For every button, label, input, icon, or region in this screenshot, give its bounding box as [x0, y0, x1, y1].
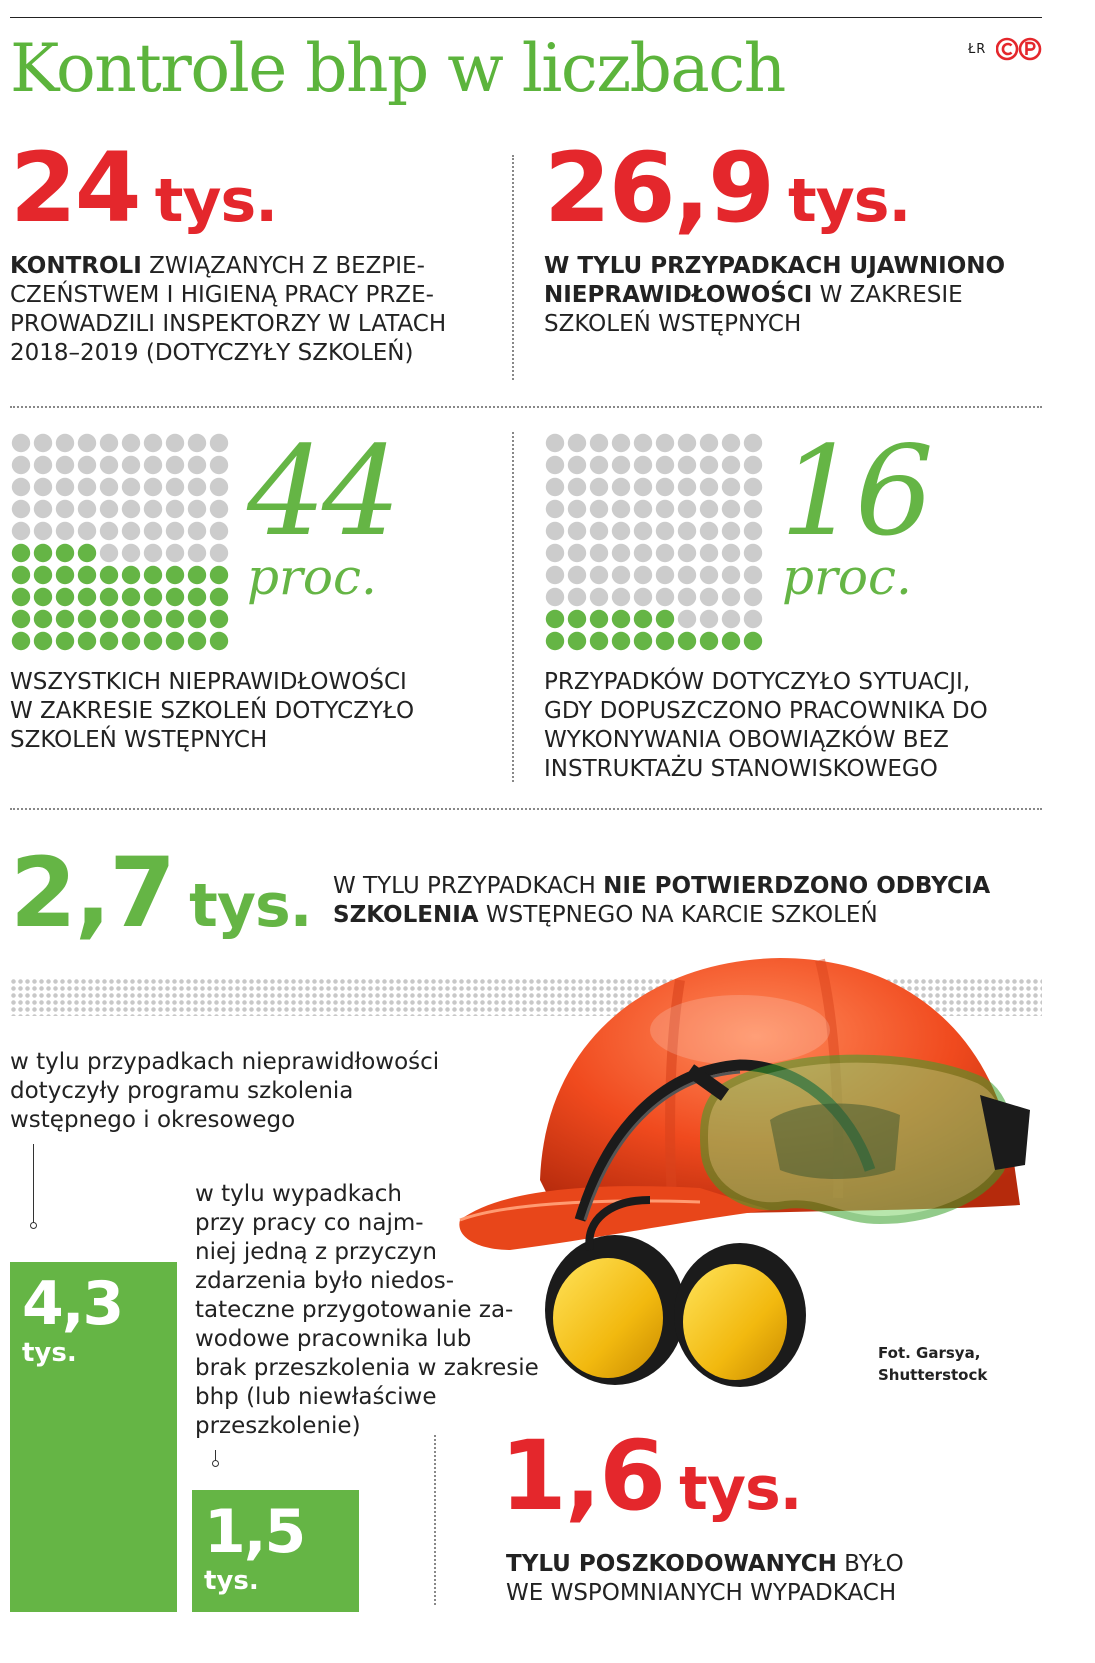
stat-1-6-caption	[506, 1550, 1026, 1608]
waffle-dot-filled	[34, 566, 52, 584]
waffle-dot-empty	[678, 456, 696, 474]
waffle-dot-empty	[144, 522, 162, 540]
waffle-44-number: 44	[247, 420, 397, 564]
waffle-dot-empty	[210, 500, 228, 518]
waffle-dot-filled	[12, 588, 30, 606]
waffle-dot-filled	[188, 588, 206, 606]
waffle-dot-filled	[678, 632, 696, 650]
waffle-dot-empty	[12, 522, 30, 540]
waffle-dot-empty	[100, 478, 118, 496]
waffle-dot-empty	[612, 434, 630, 452]
waffle-dot-empty	[546, 522, 564, 540]
waffle-dot-empty	[656, 434, 674, 452]
waffle-dot-empty	[744, 566, 762, 584]
waffle-dot-empty	[144, 544, 162, 562]
waffle-dot-filled	[744, 632, 762, 650]
stat-number: 2,7	[10, 837, 175, 949]
waffle-dot-empty	[188, 456, 206, 474]
waffle-dot-empty	[590, 522, 608, 540]
caption-line: BYŁO	[844, 1551, 904, 1577]
waffle-dot-filled	[78, 588, 96, 606]
waffle-dot-empty	[722, 456, 740, 474]
waffle-dot-empty	[78, 500, 96, 518]
waffle-dot-empty	[612, 566, 630, 584]
waffle-dot-empty	[722, 566, 740, 584]
waffle-dot-empty	[12, 500, 30, 518]
caption-line: INSTRUKTAŻU STANOWISKOWEGO	[544, 756, 938, 782]
waffle-dot-empty	[656, 544, 674, 562]
caption-line: W ZAKRESIE SZKOLEŃ DOTYCZYŁO	[10, 698, 415, 724]
waffle-dot-filled	[210, 632, 228, 650]
waffle-dot-filled	[188, 610, 206, 628]
section-divider	[10, 406, 1042, 408]
waffle-dot-filled	[210, 610, 228, 628]
top-rule	[10, 17, 1042, 18]
bar-4-3-description	[10, 1048, 470, 1135]
waffle-dot-filled	[188, 632, 206, 650]
waffle-dot-empty	[188, 522, 206, 540]
waffle-dot-empty	[722, 544, 740, 562]
waffle-dot-empty	[34, 500, 52, 518]
waffle-dot-empty	[568, 456, 586, 474]
caption-bold: KONTROLI	[10, 253, 142, 279]
waffle-dot-empty	[166, 434, 184, 452]
caption-line: W TYLU PRZYPADKACH	[333, 873, 596, 899]
column-divider	[512, 155, 514, 380]
waffle-dot-empty	[568, 522, 586, 540]
bar-unit: tys.	[204, 1566, 259, 1596]
caption-line: dotyczyły programu szkolenia	[10, 1078, 354, 1104]
bar-1-5-description	[195, 1180, 555, 1441]
waffle-dot-empty	[144, 434, 162, 452]
stat-26-9-caption	[544, 252, 1024, 339]
waffle-dot-filled	[546, 610, 564, 628]
waffle-dot-empty	[700, 588, 718, 606]
waffle-dot-empty	[56, 500, 74, 518]
waffle-dot-empty	[678, 610, 696, 628]
waffle-dot-filled	[12, 566, 30, 584]
waffle-dot-empty	[678, 566, 696, 584]
column-divider	[434, 1435, 436, 1605]
caption-line: W ZAKRESIE	[819, 282, 963, 308]
caption-line: bhp (lub niewłaściwe	[195, 1384, 437, 1410]
waffle-dot-empty	[590, 588, 608, 606]
waffle-dot-empty	[678, 500, 696, 518]
waffle-dot-empty	[590, 456, 608, 474]
waffle-dot-empty	[612, 544, 630, 562]
bar-4-3	[10, 1262, 177, 1612]
waffle-dot-filled	[210, 566, 228, 584]
waffle-dot-filled	[634, 632, 652, 650]
waffle-dot-empty	[612, 588, 630, 606]
caption-line: wodowe pracownika lub	[195, 1326, 472, 1352]
waffle-dot-empty	[656, 588, 674, 606]
waffle-dot-empty	[100, 544, 118, 562]
waffle-dot-filled	[34, 544, 52, 562]
stat-number: 26,9	[544, 132, 773, 244]
waffle-dot-filled	[34, 610, 52, 628]
waffle-16-unit: proc.	[782, 548, 912, 606]
waffle-dot-filled	[166, 566, 184, 584]
waffle-dot-filled	[56, 632, 74, 650]
waffle-dot-filled	[166, 610, 184, 628]
waffle-dot-empty	[166, 522, 184, 540]
waffle-dot-empty	[744, 544, 762, 562]
waffle-dot-empty	[568, 566, 586, 584]
waffle-dot-empty	[100, 500, 118, 518]
waffle-dot-empty	[700, 522, 718, 540]
waffle-dot-filled	[612, 610, 630, 628]
waffle-dot-empty	[700, 544, 718, 562]
waffle-dot-filled	[612, 632, 630, 650]
caption-bold: SZKOLENIA	[333, 902, 479, 928]
bar-4-3-leader-line	[33, 1144, 34, 1224]
waffle-dot-filled	[590, 632, 608, 650]
waffle-dot-empty	[78, 434, 96, 452]
waffle-dot-filled	[722, 632, 740, 650]
waffle-dot-empty	[144, 478, 162, 496]
bar-1-5-leader-dot	[212, 1460, 219, 1467]
caption-line: zdarzenia było niedos-	[195, 1268, 455, 1294]
waffle-44-unit: proc.	[247, 548, 377, 606]
waffle-dot-filled	[656, 632, 674, 650]
waffle-dot-filled	[656, 610, 674, 628]
caption-line: ZWIĄZANYCH Z BEZPIE-	[149, 253, 425, 279]
bar-value: 4,3	[22, 1269, 123, 1339]
waffle-dot-empty	[634, 434, 652, 452]
waffle-dot-filled	[546, 632, 564, 650]
section-divider	[10, 808, 1042, 810]
waffle-dot-empty	[700, 456, 718, 474]
waffle-dot-empty	[34, 434, 52, 452]
waffle-dot-filled	[78, 610, 96, 628]
waffle-dot-empty	[700, 434, 718, 452]
waffle-dot-empty	[568, 544, 586, 562]
waffle-dot-empty	[34, 478, 52, 496]
waffle-dot-filled	[568, 610, 586, 628]
caption-line: brak przeszkolenia w zakresie	[195, 1355, 539, 1381]
waffle-dot-empty	[546, 566, 564, 584]
caption-bold: TYLU POSZKODOWANYCH	[506, 1551, 837, 1577]
waffle-dot-empty	[634, 588, 652, 606]
waffle-dot-empty	[568, 500, 586, 518]
waffle-dot-filled	[700, 632, 718, 650]
stat-24-caption	[10, 252, 470, 368]
waffle-dot-empty	[634, 544, 652, 562]
bar-unit: tys.	[22, 1338, 77, 1368]
waffle-dot-empty	[568, 478, 586, 496]
stat-2-7-tys	[10, 837, 312, 949]
bar-4-3-leader-dot	[30, 1222, 37, 1229]
waffle-dot-empty	[744, 478, 762, 496]
waffle-dot-empty	[122, 456, 140, 474]
caption-line: WSTĘPNEGO NA KARCIE SZKOLEŃ	[485, 902, 878, 928]
waffle-dot-empty	[656, 456, 674, 474]
waffle-dot-filled	[144, 566, 162, 584]
waffle-dot-empty	[612, 522, 630, 540]
column-divider	[512, 432, 514, 782]
publisher-logo-icon	[996, 37, 1042, 61]
waffle-dot-empty	[34, 456, 52, 474]
waffle-dot-empty	[78, 456, 96, 474]
waffle-dot-empty	[210, 522, 228, 540]
waffle-dot-empty	[590, 500, 608, 518]
waffle-dot-empty	[678, 522, 696, 540]
caption-bold: W TYLU PRZYPADKACH UJAWNIONO	[544, 253, 1006, 279]
waffle-dot-empty	[78, 478, 96, 496]
waffle-dot-empty	[166, 478, 184, 496]
waffle-dot-filled	[12, 632, 30, 650]
waffle-dot-empty	[546, 588, 564, 606]
waffle-dot-empty	[166, 544, 184, 562]
waffle-dot-filled	[122, 588, 140, 606]
waffle-dot-empty	[634, 566, 652, 584]
waffle-dot-empty	[722, 522, 740, 540]
waffle-dot-empty	[546, 434, 564, 452]
waffle-dot-filled	[12, 544, 30, 562]
waffle-dot-filled	[78, 566, 96, 584]
waffle-dot-filled	[78, 632, 96, 650]
waffle-dot-filled	[166, 588, 184, 606]
stat-number: 24	[10, 132, 140, 244]
waffle-dot-filled	[122, 610, 140, 628]
waffle-dot-empty	[100, 456, 118, 474]
photo-credit	[878, 1342, 987, 1386]
waffle-dot-empty	[568, 434, 586, 452]
bar-value: 1,5	[204, 1497, 305, 1567]
waffle-dot-empty	[656, 478, 674, 496]
waffle-dot-empty	[744, 434, 762, 452]
waffle-dot-empty	[634, 522, 652, 540]
caption-line: WSZYSTKICH NIEPRAWIDŁOWOŚCI	[10, 669, 407, 695]
waffle-dot-empty	[546, 500, 564, 518]
waffle-dot-filled	[78, 544, 96, 562]
waffle-dot-empty	[12, 456, 30, 474]
waffle-dot-empty	[166, 500, 184, 518]
waffle-dot-empty	[678, 588, 696, 606]
caption-line: tateczne przygotowanie za-	[195, 1297, 514, 1323]
waffle-dot-empty	[722, 500, 740, 518]
waffle-dot-empty	[722, 478, 740, 496]
caption-line: CZEŃSTWEM I HIGIENĄ PRACY PRZE-	[10, 282, 434, 308]
waffle-dot-empty	[744, 522, 762, 540]
waffle-dot-empty	[546, 456, 564, 474]
waffle-dot-empty	[56, 478, 74, 496]
caption-line: WYKONYWANIA OBOWIĄZKÓW BEZ	[544, 727, 949, 753]
caption-line: PRZYPADKÓW DOTYCZYŁO SYTUACJI,	[544, 669, 971, 695]
waffle-chart-16	[544, 432, 766, 654]
waffle-dot-empty	[166, 456, 184, 474]
waffle-dot-empty	[700, 566, 718, 584]
waffle-dot-empty	[590, 434, 608, 452]
waffle-dot-empty	[56, 456, 74, 474]
caption-line: przy pracy co najm-	[195, 1210, 424, 1236]
waffle-dot-filled	[56, 610, 74, 628]
waffle-dot-empty	[188, 434, 206, 452]
waffle-dot-empty	[34, 522, 52, 540]
waffle-dot-filled	[34, 588, 52, 606]
waffle-dot-filled	[188, 566, 206, 584]
waffle-dot-empty	[700, 478, 718, 496]
caption-line: przeszkolenie)	[195, 1413, 361, 1439]
waffle-dot-filled	[56, 566, 74, 584]
waffle-dot-empty	[100, 522, 118, 540]
caption-line: wstępnego i okresowego	[10, 1107, 296, 1133]
waffle-dot-empty	[634, 500, 652, 518]
waffle-dot-empty	[56, 434, 74, 452]
stat-unit: tys.	[154, 166, 277, 236]
waffle-dot-empty	[546, 478, 564, 496]
waffle-dot-empty	[546, 544, 564, 562]
credit-line: Fot. Garsya,	[878, 1344, 981, 1362]
waffle-dot-filled	[56, 588, 74, 606]
waffle-dot-filled	[144, 588, 162, 606]
waffle-dot-empty	[122, 434, 140, 452]
waffle-dot-empty	[210, 478, 228, 496]
caption-line: PROWADZILI INSPEKTORZY W LATACH	[10, 311, 447, 337]
caption-bold: NIE POTWIERDZONO ODBYCIA	[603, 873, 991, 899]
bar-1-5	[192, 1490, 359, 1612]
author-initials: ŁR	[968, 42, 987, 57]
stat-number: 1,6	[500, 1420, 665, 1532]
waffle-dot-empty	[722, 588, 740, 606]
waffle-dot-empty	[656, 566, 674, 584]
stat-26-9-tys	[544, 132, 911, 244]
waffle-dot-empty	[744, 610, 762, 628]
page-title: Kontrole bhp w liczbach	[10, 30, 785, 107]
waffle-dot-empty	[568, 588, 586, 606]
waffle-16-number: 16	[780, 420, 930, 564]
waffle-dot-empty	[188, 500, 206, 518]
waffle-chart-44	[10, 432, 232, 654]
caption-line: niej jedną z przyczyn	[195, 1239, 437, 1265]
waffle-dot-empty	[122, 478, 140, 496]
waffle-dot-empty	[744, 456, 762, 474]
waffle-dot-empty	[678, 478, 696, 496]
waffle-dot-empty	[722, 610, 740, 628]
waffle-dot-empty	[656, 522, 674, 540]
waffle-dot-filled	[210, 588, 228, 606]
waffle-dot-empty	[12, 434, 30, 452]
waffle-dot-filled	[100, 632, 118, 650]
stat-24-tys	[10, 132, 277, 244]
waffle-dot-empty	[56, 522, 74, 540]
waffle-dot-filled	[100, 566, 118, 584]
waffle-dot-empty	[12, 478, 30, 496]
waffle-dot-filled	[34, 632, 52, 650]
waffle-dot-empty	[612, 500, 630, 518]
waffle-dot-filled	[634, 610, 652, 628]
caption-line: WE WSPOMNIANYCH WYPADKACH	[506, 1580, 897, 1606]
stat-1-6-tys	[500, 1420, 802, 1532]
waffle-dot-empty	[210, 544, 228, 562]
caption-line: w tylu wypadkach	[195, 1181, 402, 1207]
waffle-dot-empty	[744, 588, 762, 606]
waffle-dot-filled	[122, 566, 140, 584]
waffle-dot-empty	[612, 456, 630, 474]
caption-line: 2018–2019 (DOTYCZYŁY SZKOLEŃ)	[10, 340, 414, 366]
waffle-dot-empty	[210, 456, 228, 474]
waffle-dot-filled	[568, 632, 586, 650]
waffle-dot-empty	[700, 610, 718, 628]
waffle-16-caption	[544, 668, 1044, 784]
waffle-dot-filled	[12, 610, 30, 628]
waffle-dot-empty	[590, 544, 608, 562]
waffle-dot-filled	[122, 632, 140, 650]
waffle-dot-empty	[210, 434, 228, 452]
caption-bold: NIEPRAWIDŁOWOŚCI	[544, 282, 813, 308]
caption-line: GDY DOPUSZCZONO PRACOWNIKA DO	[544, 698, 988, 724]
waffle-dot-filled	[144, 610, 162, 628]
waffle-44-caption	[10, 668, 490, 755]
stat-unit: tys.	[189, 871, 312, 941]
waffle-dot-empty	[744, 500, 762, 518]
stat-unit: tys.	[787, 166, 911, 236]
caption-line: SZKOLEŃ WSTĘPNYCH	[544, 311, 802, 337]
caption-line: w tylu przypadkach nieprawidłowości	[10, 1049, 440, 1075]
waffle-dot-filled	[56, 544, 74, 562]
stat-unit: tys.	[679, 1454, 802, 1524]
caption-line: SZKOLEŃ WSTĘPNYCH	[10, 727, 268, 753]
waffle-dot-empty	[678, 544, 696, 562]
waffle-dot-empty	[590, 478, 608, 496]
waffle-dot-empty	[634, 456, 652, 474]
waffle-dot-filled	[144, 632, 162, 650]
waffle-dot-empty	[188, 544, 206, 562]
waffle-dot-filled	[590, 610, 608, 628]
waffle-dot-empty	[678, 434, 696, 452]
waffle-dot-empty	[144, 456, 162, 474]
waffle-dot-empty	[634, 478, 652, 496]
waffle-dot-filled	[100, 610, 118, 628]
waffle-dot-empty	[612, 478, 630, 496]
waffle-dot-empty	[122, 500, 140, 518]
waffle-dot-empty	[144, 500, 162, 518]
waffle-dot-empty	[656, 500, 674, 518]
waffle-dot-empty	[78, 522, 96, 540]
waffle-dot-empty	[188, 478, 206, 496]
waffle-dot-empty	[122, 522, 140, 540]
waffle-dot-filled	[100, 588, 118, 606]
waffle-dot-empty	[100, 434, 118, 452]
waffle-dot-empty	[700, 500, 718, 518]
waffle-dot-empty	[122, 544, 140, 562]
credit-line: Shutterstock	[878, 1366, 988, 1384]
waffle-dot-filled	[166, 632, 184, 650]
waffle-dot-empty	[590, 566, 608, 584]
waffle-dot-empty	[722, 434, 740, 452]
